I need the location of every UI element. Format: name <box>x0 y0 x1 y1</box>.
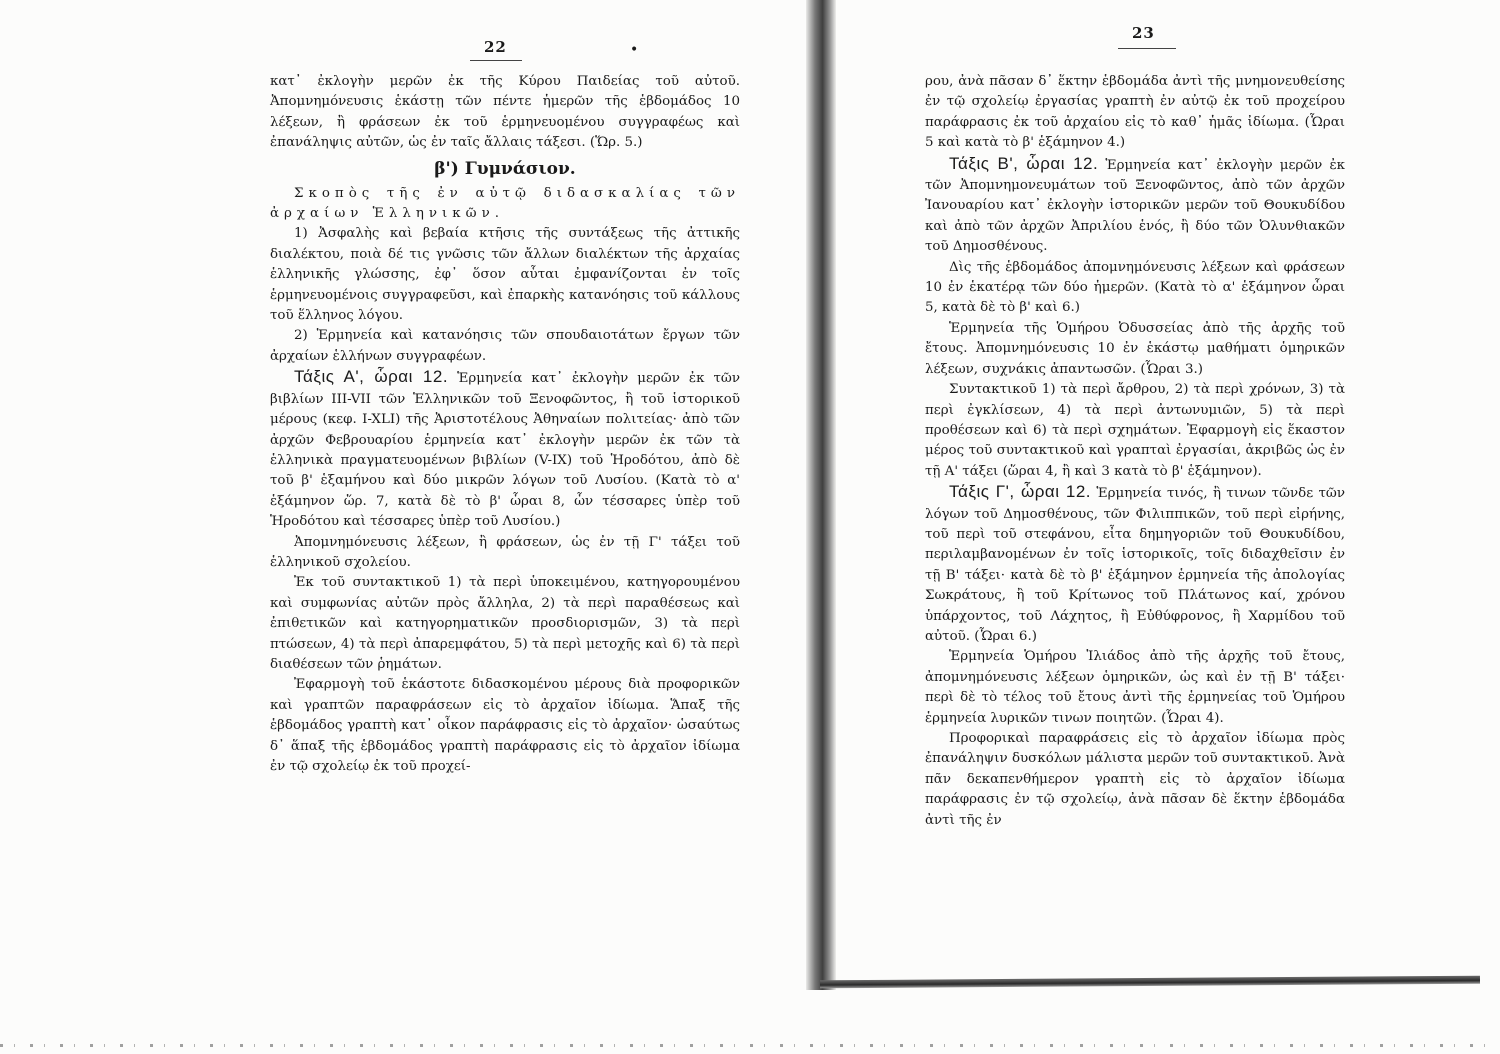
page-number: 23 <box>1132 24 1155 42</box>
right-text-column <box>925 72 1345 831</box>
class-text: Ἑρμηνεία τινός, ἢ τινων τῶνδε τῶν λόγων τοῦ Δημοσθένους, τῶν Φιλιππικῶν, τοῦ περὶ εἰρήνης, τοῦ περὶ τοῦ στεφάνου, εἶτα δημηγοριῶν τοῦ Θουκυδίδου, περιλαμβανομένων ἐν τοῖς ἱστορικοῖς, τοῖς διδαχθεῖσιν ἐν τῇ Β' τάξει· κατὰ δὲ τὸ β' ἑξάμηνον ἑρμηνεία τῆς ἀπολογίας Σωκράτους, ἢ τοῦ Κρίτωνος τοῦ Πλάτωνος καί, χρόνου ὑπάρχοντος, τοῦ Λάχητος, ἢ Εὐθύφρονος, ἢ Χαρμίδου τοῦ αὐτοῦ. (Ὧραι 6.) <box>925 486 1345 644</box>
paragraph: 1) Ἀσφαλὴς καὶ βεβαία κτῆσις τῆς συντάξεως τῆς ἀττικῆς διαλέκτου, ποιὰ δέ τις γνῶσις τῶν ἄλλων διαλέκτων τῆς ἀρχαίας ἑλληνικῆς γλώσσης, ἐφ᾽ ὅσον αὗται ἐμφανίζονται ἐν τοῖς ἑρμηνευομένοις συγγραφεῦσι, καὶ ἐπαρκὴς κατανόησις τοῦ κάλλους τοῦ ἕλληνος λόγου. <box>270 226 740 324</box>
aim-heading: Σκοπὸς τῆς ἐν αὐτῷ διδασκαλίας τῶν ἀρχαίων Ἑλληνικῶν. <box>270 185 740 222</box>
class-heading: Τάξις Α', ὧραι 12. <box>294 367 449 387</box>
page-number-rule <box>470 60 522 61</box>
page-number-rule <box>1118 48 1176 49</box>
paragraph: Ἐφαρμογὴ τοῦ ἑκάστοτε διδασκομένου μέρους διὰ προφορικῶν καὶ γραπτῶν παραφράσεων εἰς τὸ ἀρχαῖον ἰδίωμα. Ἅπαξ τῆς ἑβδομάδος γραπτὴ κατ᾽ οἶκον παράφρασις εἰς τὸ ἀρχαῖον· ὡσαύτως δ᾽ ἅπαξ τῆς ἑβδομάδος γραπτὴ παράφρασις εἰς τὸ ἀρχαῖον ἰδίωμα ἐν τῷ σχολείῳ ἐκ τοῦ προχεί- <box>270 677 740 774</box>
class-text: Ἑρμηνεία κατ᾽ ἐκλογὴν μερῶν ἐκ τῶν Ἀπομνημονευμάτων τοῦ Ξενοφῶντος, ἀπὸ τῶν ἀρχῶν Ἰανουαρίου κατ᾽ ἐκλογὴν ἱστορικῶν μερῶν τοῦ Θουκυδίδου καὶ ἀπὸ τῶν ἀρχῶν Ἀπριλίου ἑνός, ἢ δύο τῶν Ὀλυνθιακῶν τοῦ Δημοσθένους. <box>925 157 1345 255</box>
left-text-column <box>270 72 740 777</box>
paragraph <box>925 154 1345 258</box>
paragraph: Ἐκ τοῦ συντακτικοῦ 1) τὰ περὶ ὑποκειμένου, κατηγορουμένου καὶ συμφωνίας αὐτῶν πρὸς ἄλληλα, 2) τὰ περὶ παραθέσεως καὶ ἐπιθετικῶν καὶ κατηγορηματικῶν προσδιορισμῶν, 3) τὰ περὶ πτώσεων, 4) τὰ περὶ ἀπαρεμφάτου, 5) τὰ περὶ μετοχῆς καὶ 6) τὰ περὶ διαθέσεων τῶν ῥημάτων. <box>270 575 740 672</box>
section-heading: β') Γυμνάσιον. <box>434 158 576 179</box>
paragraph: ρου, ἀνὰ πᾶσαν δ᾽ ἕκτην ἑβδομάδα ἀντὶ τῆς μνημονευθείσης ἐν τῷ σχολείῳ ἐργασίας γραπτὴ ἐν αὐτῷ ἐκ τοῦ προχείρου παράφρασις ἐκ τοῦ ἀρχαίου εἰς τὸ καθ᾽ ἡμᾶς ἰδίωμα. (Ὧραι 5 καὶ κατὰ τὸ β' ἑξάμηνον 4.) <box>925 74 1345 151</box>
paragraph: 2) Ἑρμηνεία καὶ κατανόησις τῶν σπουδαιοτάτων ἔργων τῶν ἀρχαίων ἑλλήνων συγγραφέων. <box>270 328 740 364</box>
page-number: 22 <box>484 38 507 56</box>
class-text: Ἑρμηνεία κατ᾽ ἐκλογὴν μερῶν ἐκ τῶν βιβλίων III-VII τῶν Ἑλληνικῶν τοῦ Ξενοφῶντος, ἢ τοῦ ἱστορικοῦ μέρους (κεφ. I-XLI) τῆς Ἀριστοτέλους Ἀθηναίων πολιτείας· ἀπὸ τῶν ἀρχῶν Φεβρουαρίου ἑρμηνεία κατ᾽ ἐκλογὴν μερῶν ἐκ τῶν τὰ ἑλληνικὰ πραγματευομένων βιβλίων (V-IX) τοῦ Ἡροδότου, ἀπὸ δὲ τοῦ β' ἑξαμήνου καὶ δύο μικρῶν λόγων τοῦ Λυσίου. (Κατὰ τὸ α' ἑξάμηνον ὥρ. 7, κατὰ δὲ τὸ β' ὧραι 8, ὧν τέσσαρες ὑπὲρ τοῦ Ἡροδότου καὶ τέσσαρες ὑπὲρ τοῦ Λυσίου.) <box>270 371 740 530</box>
paragraph: Προφορικαὶ παραφράσεις εἰς τὸ ἀρχαῖον ἰδίωμα πρὸς ἐπανάληψιν δυσκόλων μάλιστα μερῶν τοῦ συντακτικοῦ. Ἀνὰ πᾶν δεκαπενθήμερον γραπτὴ εἰς τὸ ἀρχαῖον ἰδίωμα παράφρασις ἐν τῷ σχολείῳ, ἀνὰ πᾶσαν δὲ ἕκτην ἑβδομάδα ἀντὶ τῆς ἐν <box>925 731 1345 828</box>
paragraph: Δὶς τῆς ἑβδομάδος ἀπομνημόνευσις λέξεων καὶ φράσεων 10 ἐν ἑκατέρᾳ τῶν δύο ἡμερῶν. (Κατὰ τὸ α' ἑξάμηνον ὧραι 5, κατὰ δὲ τὸ β' καὶ 6.) <box>925 259 1345 316</box>
paragraph: κατ᾽ ἐκλογὴν μερῶν ἐκ τῆς Κύρου Παιδείας τοῦ αὐτοῦ. Ἀπομνημόνευσις ἑκάστῃ τῶν πέντε ἡμερῶν τῆς ἑβδομάδος 10 λέξεων, ἢ φράσεων ἐκ τοῦ ἑρμηνευομένου συγγραφέως καὶ ἐπανάληψις αὐτῶν, ὡς ἐν ταῖς ἄλλαις τάξεσι. (Ὥρ. 5.) <box>270 74 740 151</box>
paragraph: Ἑρμηνεία τῆς Ὁμήρου Ὀδυσσείας ἀπὸ τῆς ἀρχῆς τοῦ ἔτους. Ἀπομνημόνευσις 10 ἐν ἑκάστῳ μαθήματι ὁμηρικῶν λέξεων, συχνάκις ἀπαντωσῶν. (Ὧραι 3.) <box>925 320 1345 377</box>
scan-artifact <box>0 1044 1500 1047</box>
paragraph <box>925 482 1345 647</box>
paragraph: Ἑρμηνεία Ὁμήρου Ἰλιάδος ἀπὸ τῆς ἀρχῆς τοῦ ἔτους, ἀπομνημόνευσις λέξεων ὁμηρικῶν, ὡς καὶ ἐν τῇ Β' τάξει· περὶ δὲ τὸ τέλος τοῦ ἔτους ἀντὶ τῆς ἑρμηνείας τοῦ Ὁμήρου ἑρμηνεία λυρικῶν τινων ποιητῶν. (Ὧραι 4). <box>925 649 1345 726</box>
class-heading: Τάξις Γ', ὧραι 12. <box>949 482 1091 502</box>
paragraph <box>270 367 740 532</box>
class-heading: Τάξις Β', ὧραι 12. <box>949 153 1099 173</box>
ink-dot: • <box>630 42 639 58</box>
paragraph: Ἀπομνημόνευσις λέξεων, ἢ φράσεων, ὡς ἐν τῇ Γ' τάξει τοῦ ἑλληνικοῦ σχολείου. <box>270 534 740 570</box>
right-page <box>808 0 1500 1054</box>
paragraph: Συντακτικοῦ 1) τὰ περὶ ἄρθρου, 2) τὰ περὶ χρόνων, 3) τὰ περὶ ἐγκλίσεων, 4) τὰ περὶ ἀντωνυμιῶν, 5) τὰ περὶ προθέσεων καὶ 6) τὰ περὶ σχημάτων. Ἐφαρμογὴ εἰς ἕκαστον μέρος τοῦ συντακτικοῦ καὶ γραπταὶ ἐργασίαι, ἀκριβῶς ὡς ἐν τῇ Α' τάξει (ὥραι 4, ἢ καὶ 3 κατὰ τὸ β' ἑξάμηνον). <box>925 382 1345 479</box>
